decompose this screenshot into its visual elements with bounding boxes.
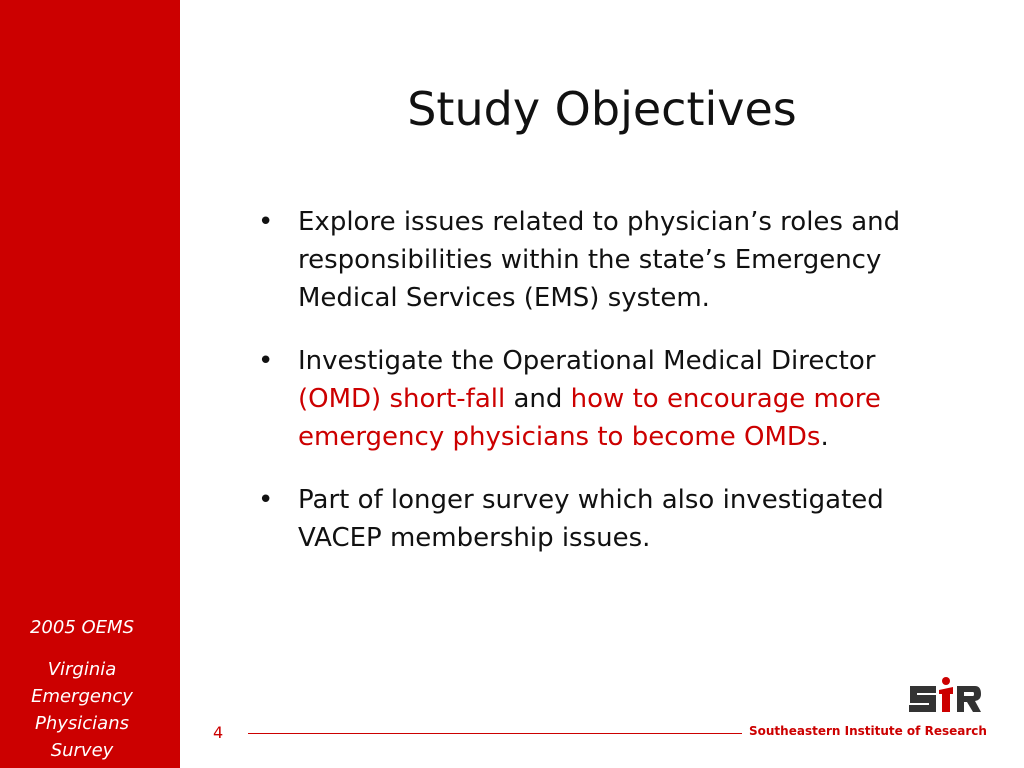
page-number: 4: [213, 723, 224, 742]
bullet-text: and: [505, 384, 571, 414]
sidebar-panel: [0, 0, 180, 768]
bullet-dot: •: [258, 207, 274, 237]
bullet-item: [258, 481, 948, 557]
organization-name: Southeastern Institute of Research: [749, 724, 987, 738]
bullet-text: Investigate the Operational Medical Director: [298, 346, 876, 376]
sidebar-caption-line: Survey: [50, 740, 114, 761]
bullet-highlight: how to encourage more emergency physicians to become OMDs: [298, 384, 881, 452]
bullet-text: Explore issues related to physician’s roles and responsibilities within the state’s Emergency Medical Services (EMS) system.: [298, 207, 901, 313]
bullet-dot: •: [258, 485, 274, 515]
bullet-dot: •: [258, 346, 274, 376]
slide-title: Study Objectives: [407, 82, 797, 136]
footer-divider: [248, 733, 742, 734]
bullet-list: [258, 203, 948, 582]
sidebar-caption-line: Physicians: [34, 713, 129, 734]
sidebar-caption-line: Emergency: [31, 686, 133, 707]
sir-logo-icon: [906, 676, 982, 716]
bullet-text: .: [820, 422, 829, 452]
sidebar-caption-survey: [0, 656, 164, 764]
bullet-item: [258, 203, 948, 317]
bullet-highlight: (OMD) short-fall: [298, 384, 506, 414]
bullet-item: [258, 342, 948, 456]
bullet-text: Part of longer survey which also investigated VACEP membership issues.: [298, 485, 884, 553]
sidebar-caption-year: 2005 OEMS: [29, 617, 135, 638]
sidebar-caption-line: Virginia: [47, 659, 117, 680]
